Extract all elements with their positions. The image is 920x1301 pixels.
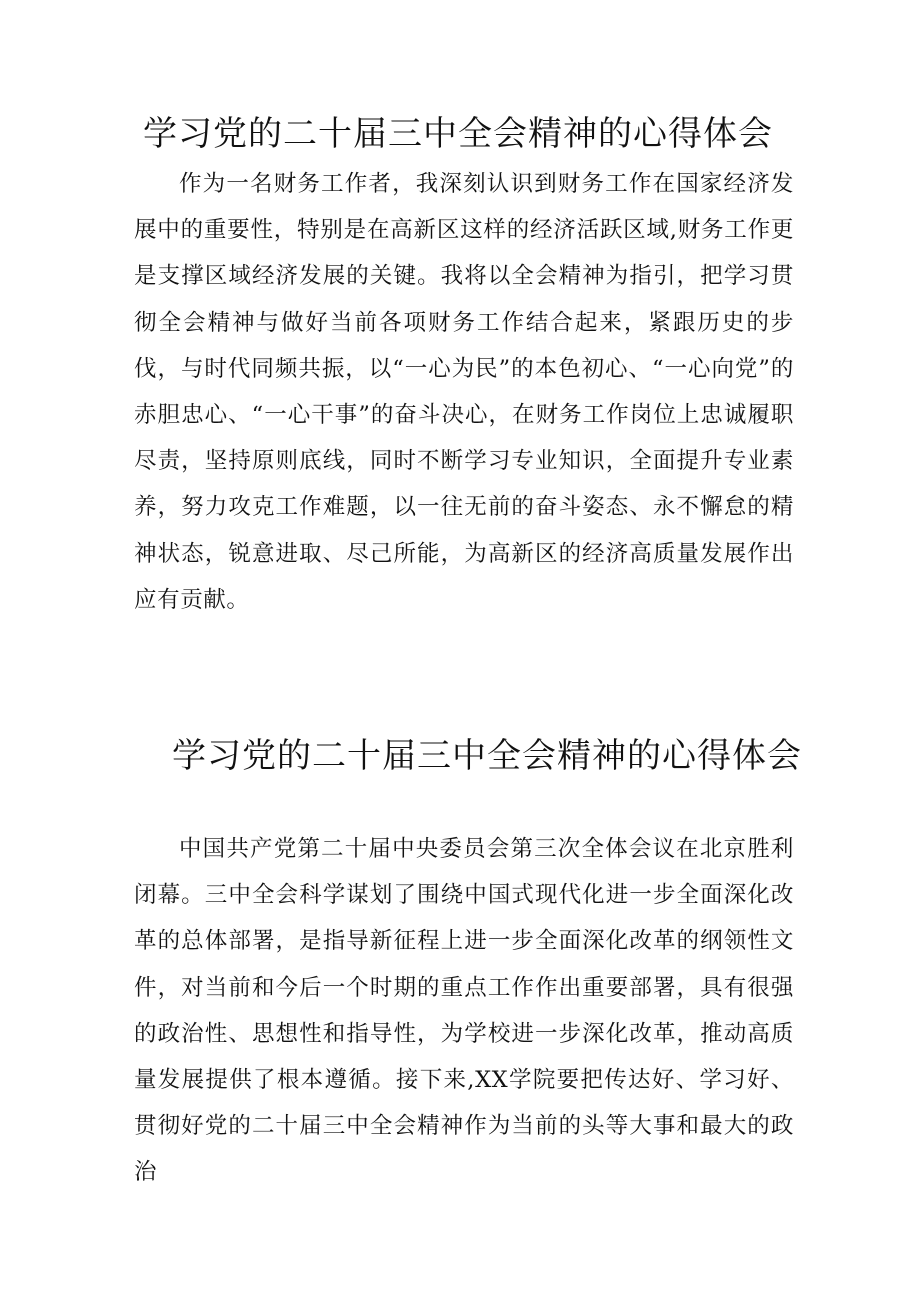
section-2-paragraph: 中国共产党第二十届中央委员会第三次全体会议在北京胜利闭幕。三中全会科学谋划了围绕中国式现代化进一步全面深化改革的总体部署，是指导新征程上进一步全面深化改革的纲领性文件，对当前和今后一个时期的重点工作作出重要部署，具有很强的政治性、思想性和指导性，为学校进一步深化改革，推动高质量发展提供了根本遵循。接下来,XX学院要把传达好、学习好、贯彻好党的二十届三中全会精神作为当前的头等大事和最大的政治 [134,836,794,1186]
section-2-title: 学习党的二十届三中全会精神的心得体会 [172,736,802,776]
section-1-title: 学习党的二十届三中全会精神的心得体会 [143,114,773,154]
section-1-paragraph: 作为一名财务工作者，我深刻认识到财务工作在国家经济发展中的重要性，特别是在高新区这样的经济活跃区域,财务工作更是支撑区域经济发展的关键。我将以全会精神为指引，把学习贯彻全会精神与做好当前各项财务工作结合起来，紧跟历史的步伐，与时代同频共振，以“一心为民”的本色初心、“一心向党”的赤胆忠心、“一心干事”的奋斗决心，在财务工作岗位上忠诚履职尽责，坚持原则底线，同时不断学习专业知识，全面提升专业素养，努力攻克工作难题，以一往无前的奋斗姿态、永不懈怠的精神状态，锐意进取、尽己所能，为高新区的经济高质量发展作出应有贡献。 [134,171,794,613]
